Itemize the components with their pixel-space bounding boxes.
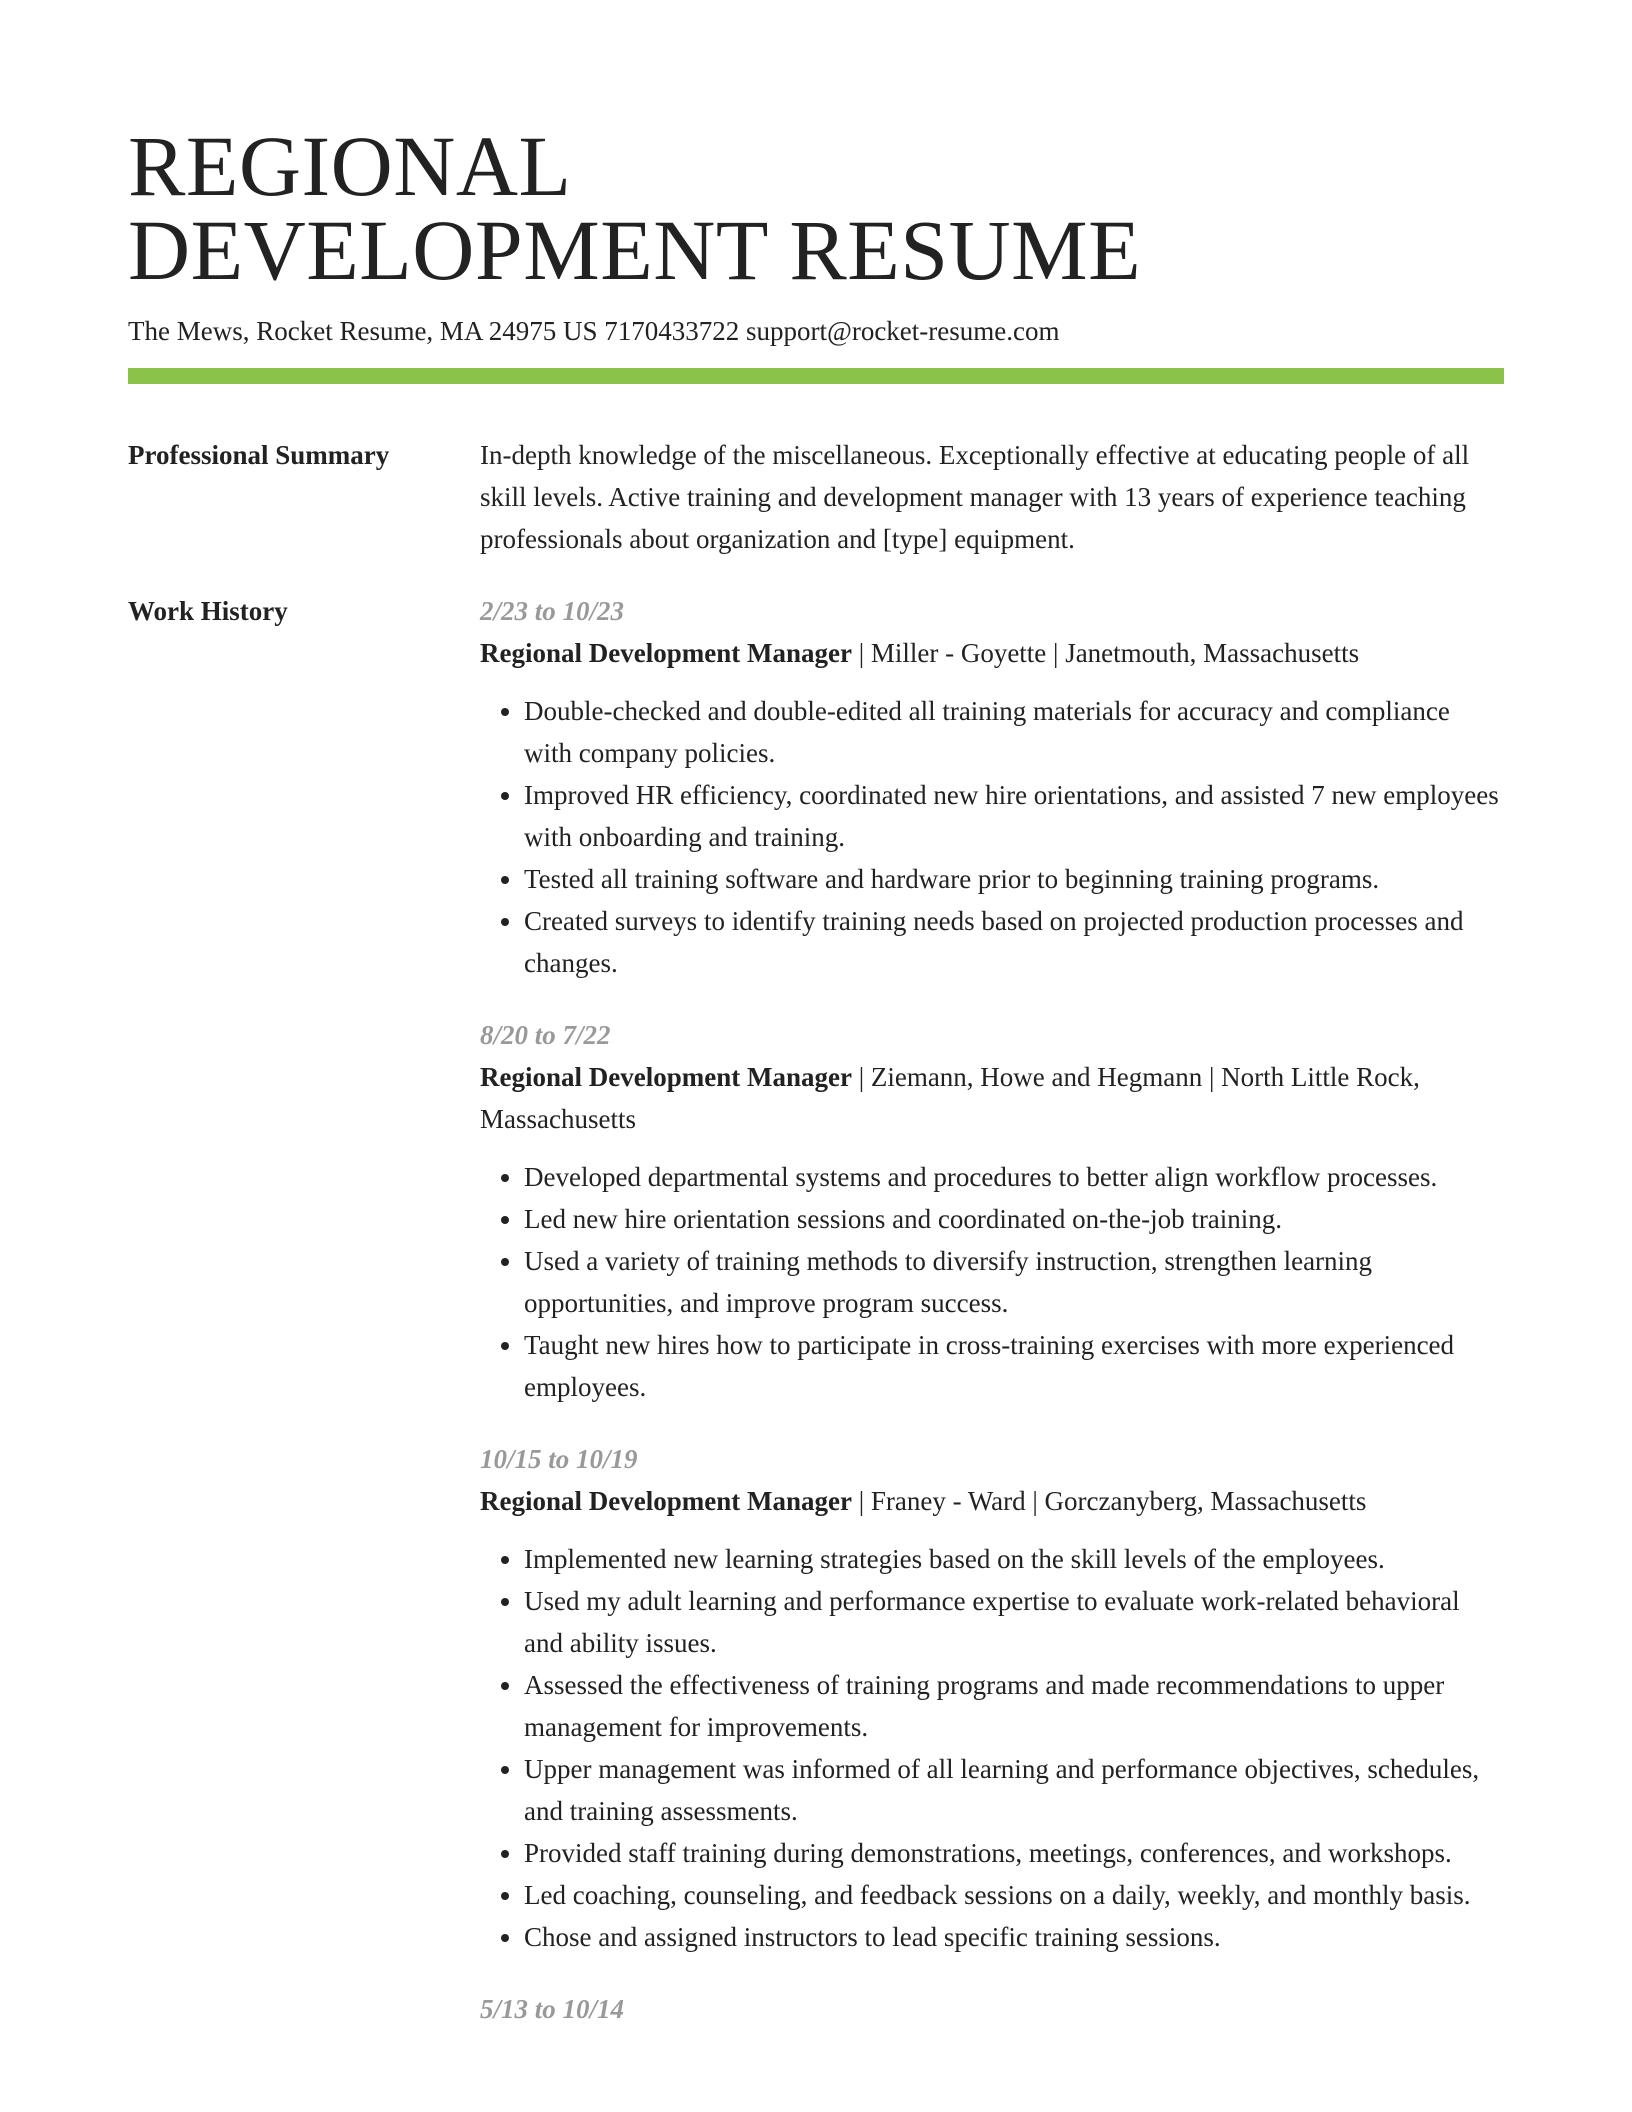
section-label-work-history: Work History [128, 596, 288, 626]
job-title-line [480, 1056, 1504, 1140]
job-bullets [480, 1538, 1504, 1958]
header-accent-rule [128, 368, 1504, 384]
job-bullet: • Used a variety of training methods to diversify instruction, strengthen learning opportunities, and improve program success. [524, 1240, 1504, 1324]
job-details: | Miller - Goyette | Janetmouth, Massachusetts [851, 638, 1360, 668]
job-details: | Franey - Ward | Gorczanyberg, Massachusetts [851, 1486, 1367, 1516]
resume-name [128, 118, 1504, 298]
job-bullet: • Upper management was informed of all learning and performance objectives, schedules, and training assessments. [524, 1748, 1504, 1832]
job-entry [480, 1438, 1504, 1958]
job-bullet: • Led coaching, counseling, and feedback sessions on a daily, weekly, and monthly basis. [524, 1874, 1504, 1916]
section-label-summary: Professional Summary [128, 440, 390, 470]
job-role: Regional Development Manager [480, 638, 852, 668]
name-line-2: DEVELOPMENT RESUME [128, 202, 1142, 298]
job-bullet: • Used my adult learning and performance expertise to evaluate work-related behavioral and ability issues. [524, 1580, 1504, 1664]
resume-page [128, 118, 1504, 2030]
job-entry [480, 1014, 1504, 1408]
job-dates: 2/23 to 10/23 [480, 596, 625, 626]
name-line-1: REGIONAL [128, 118, 572, 214]
job-dates: 10/15 to 10/19 [480, 1444, 638, 1474]
job-bullet: • Chose and assigned instructors to lead specific training sessions. [524, 1916, 1504, 1958]
job-bullet: • Created surveys to identify training needs based on projected production processes and changes. [524, 900, 1504, 984]
job-bullet: • Taught new hires how to participate in cross-training exercises with more experienced employees. [524, 1324, 1504, 1408]
contact-info: The Mews, Rocket Resume, MA 24975 US 7170433722 support@rocket-resume.com [128, 316, 1060, 346]
summary-text: In-depth knowledge of the miscellaneous. Exceptionally effective at educating people of all skill levels. Active training and development manager with 13 years of experience teaching professionals about organization and [type] equipment. [480, 440, 1470, 554]
job-bullet: • Led new hire orientation sessions and coordinated on-the-job training. [524, 1198, 1504, 1240]
job-role: Regional Development Manager [480, 1062, 852, 1092]
job-entry [480, 590, 1504, 984]
summary-section [128, 434, 1504, 560]
work-history-section [128, 590, 1504, 2030]
job-bullet: • Implemented new learning strategies based on the skill levels of the employees. [524, 1538, 1504, 1580]
summary-body [480, 434, 1504, 560]
job-bullet: • Developed departmental systems and procedures to better align workflow processes. [524, 1156, 1504, 1198]
job-bullet: • Provided staff training during demonstrations, meetings, conferences, and workshops. [524, 1832, 1504, 1874]
job-dates: 5/13 to 10/14 [480, 1994, 625, 2024]
job-bullet: • Tested all training software and hardware prior to beginning training programs. [524, 858, 1504, 900]
work-history-body [480, 590, 1504, 2030]
job-bullet: • Improved HR efficiency, coordinated new hire orientations, and assisted 7 new employees with onboarding and training. [524, 774, 1504, 858]
job-bullets [480, 1156, 1504, 1408]
job-title-line [480, 1480, 1504, 1522]
job-bullets [480, 690, 1504, 984]
job-bullet: • Assessed the effectiveness of training programs and made recommendations to upper management for improvements. [524, 1664, 1504, 1748]
job-bullet: • Double-checked and double-edited all training materials for accuracy and compliance with company policies. [524, 690, 1504, 774]
job-title-line [480, 632, 1504, 674]
job-details: | Ziemann, Howe and Hegmann | North Little Rock, Massachusetts [480, 1062, 1420, 1134]
job-dates: 8/20 to 7/22 [480, 1020, 611, 1050]
job-role: Regional Development Manager [480, 1486, 852, 1516]
job-entry [480, 1988, 1504, 2030]
